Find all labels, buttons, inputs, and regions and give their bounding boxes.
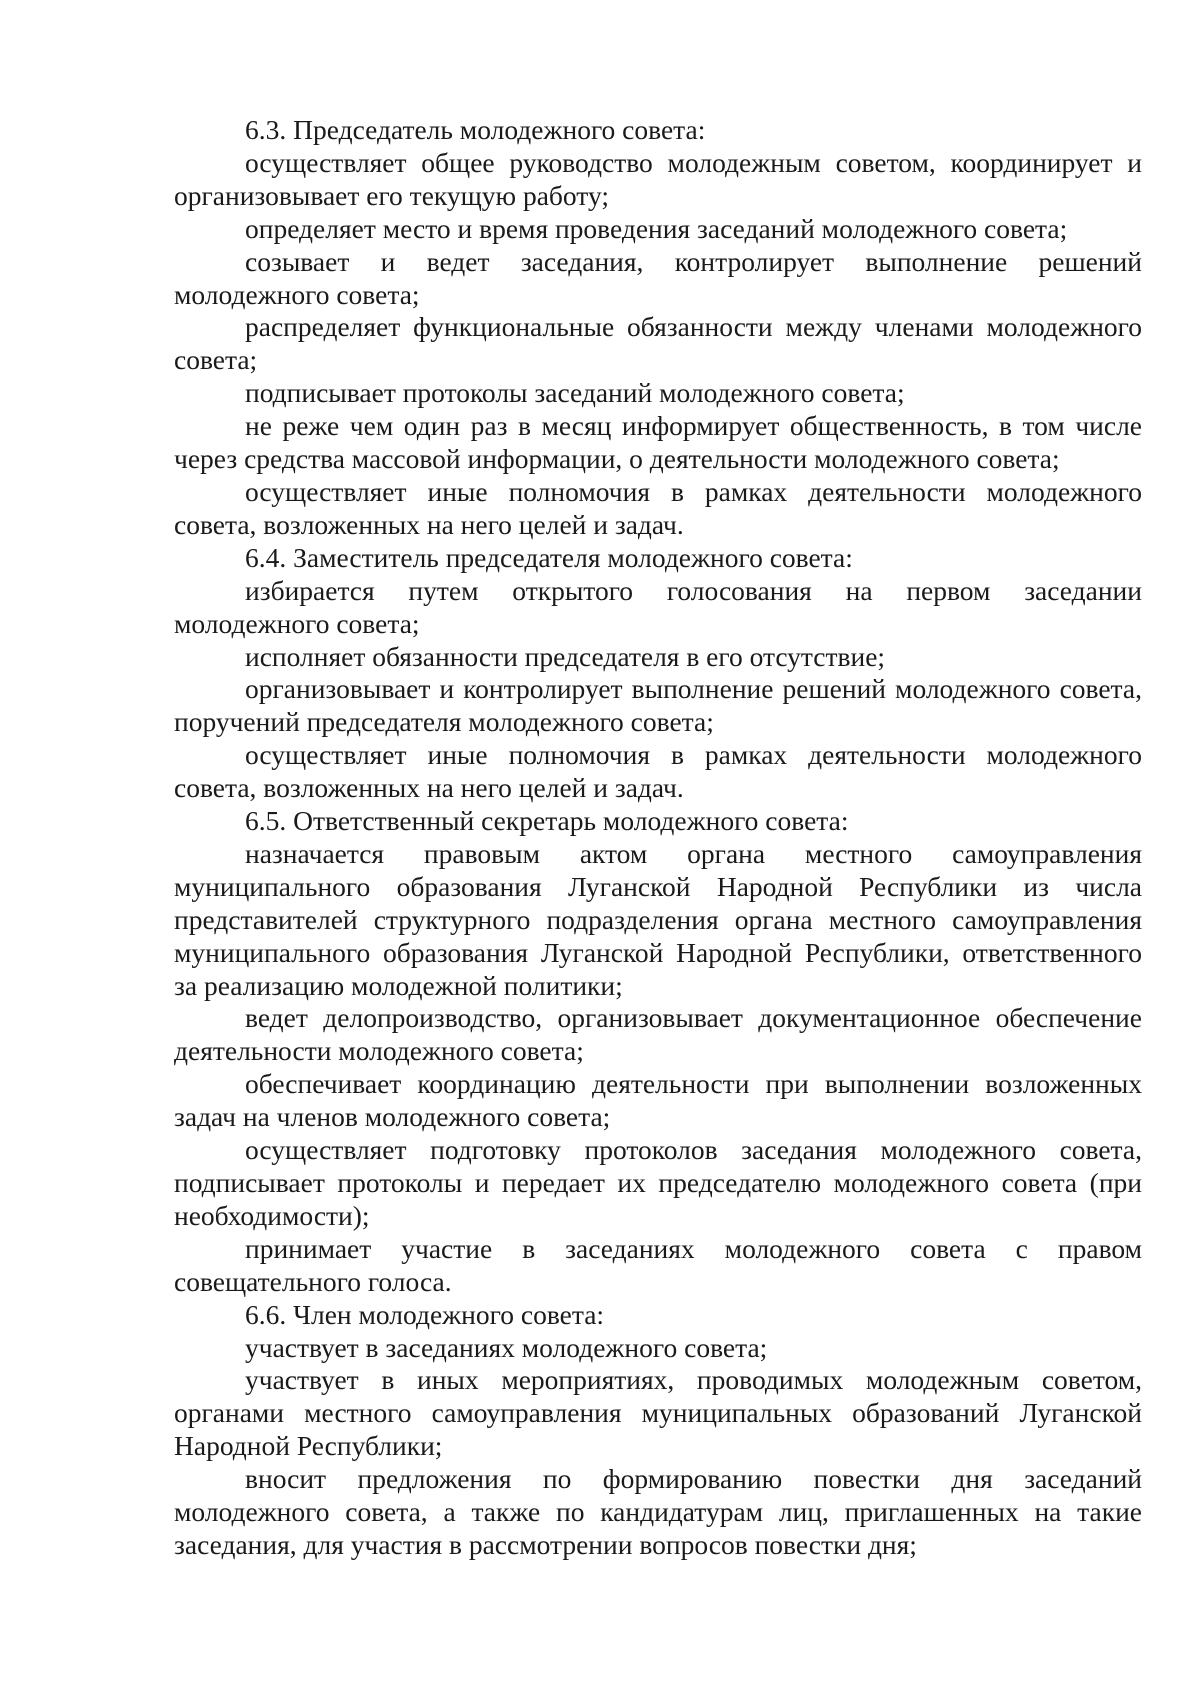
paragraph: участвует в иных мероприятиях, проводимых молодежным советом, органами местного самоуправления муниципальных образований Луганской Народной Республики; bbox=[174, 1364, 1142, 1462]
section-heading-6-5: 6.5. Ответственный секретарь молодежного совета: bbox=[245, 805, 849, 837]
paragraph: распределяет функциональные обязанности между членами молодежного совета; bbox=[174, 311, 1142, 376]
paragraph: ведет делопроизводство, организовывает документационное обеспечение деятельности молодежного совета; bbox=[174, 1002, 1142, 1067]
paragraph: принимает участие в заседаниях молодежного совета с правом совещательного голоса. bbox=[174, 1232, 1142, 1297]
paragraph: осуществляет подготовку протоколов заседания молодежного совета, подписывает протоколы и передает их председателю молодежного совета (при необходимости); bbox=[174, 1134, 1142, 1231]
paragraph: назначается правовым актом органа местного самоуправления муниципального образования Луганской Народной Республики из числа представителей структурного подразделения органа местного самоуправления муниципального образования Луганской Народной Республики, ответственного за реализацию молодежной политики; bbox=[174, 837, 1142, 1001]
document-body bbox=[174, 114, 1142, 1562]
paragraph: подписывает протоколы заседаний молодежного совета; bbox=[245, 377, 905, 409]
paragraph: осуществляет иные полномочия в рамках деятельности молодежного совета, возложенных на него целей и задач. bbox=[174, 739, 1142, 804]
paragraph: избирается путем открытого голосования на первом заседании молодежного совета; bbox=[174, 574, 1142, 639]
section-heading-6-3: 6.3. Председатель молодежного совета: bbox=[245, 114, 706, 145]
paragraph: осуществляет общее руководство молодежным советом, координирует и организовывает его текущую работу; bbox=[174, 146, 1142, 211]
paragraph: не реже чем один раз в месяц информирует общественность, в том числе через средства массовой информации, о деятельности молодежного совета; bbox=[174, 410, 1142, 475]
paragraph: определяет место и время проведения заседаний молодежного совета; bbox=[245, 212, 1068, 244]
section-heading-6-6: 6.6. Член молодежного совета: bbox=[245, 1298, 605, 1330]
paragraph: участвует в заседаниях молодежного совета; bbox=[245, 1331, 768, 1363]
paragraph: организовывает и контролирует выполнение решений молодежного совета, поручений председателя молодежного совета; bbox=[174, 673, 1142, 738]
paragraph: осуществляет иные полномочия в рамках деятельности молодежного совета, возложенных на него целей и задач. bbox=[174, 475, 1142, 540]
paragraph: созывает и ведет заседания, контролирует выполнение решений молодежного совета; bbox=[174, 245, 1142, 310]
section-heading-6-4: 6.4. Заместитель председателя молодежного совета: bbox=[245, 541, 853, 573]
paragraph: исполняет обязанности председателя в его отсутствие; bbox=[245, 640, 886, 672]
paragraph: обеспечивает координацию деятельности при выполнении возложенных задач на членов молодежного совета; bbox=[174, 1068, 1142, 1133]
paragraph: вносит предложения по формированию повестки дня заседаний молодежного совета, а также по кандидатурам лиц, приглашенных на такие заседания, для участия в рассмотрении вопросов повестки дня; bbox=[174, 1463, 1142, 1560]
